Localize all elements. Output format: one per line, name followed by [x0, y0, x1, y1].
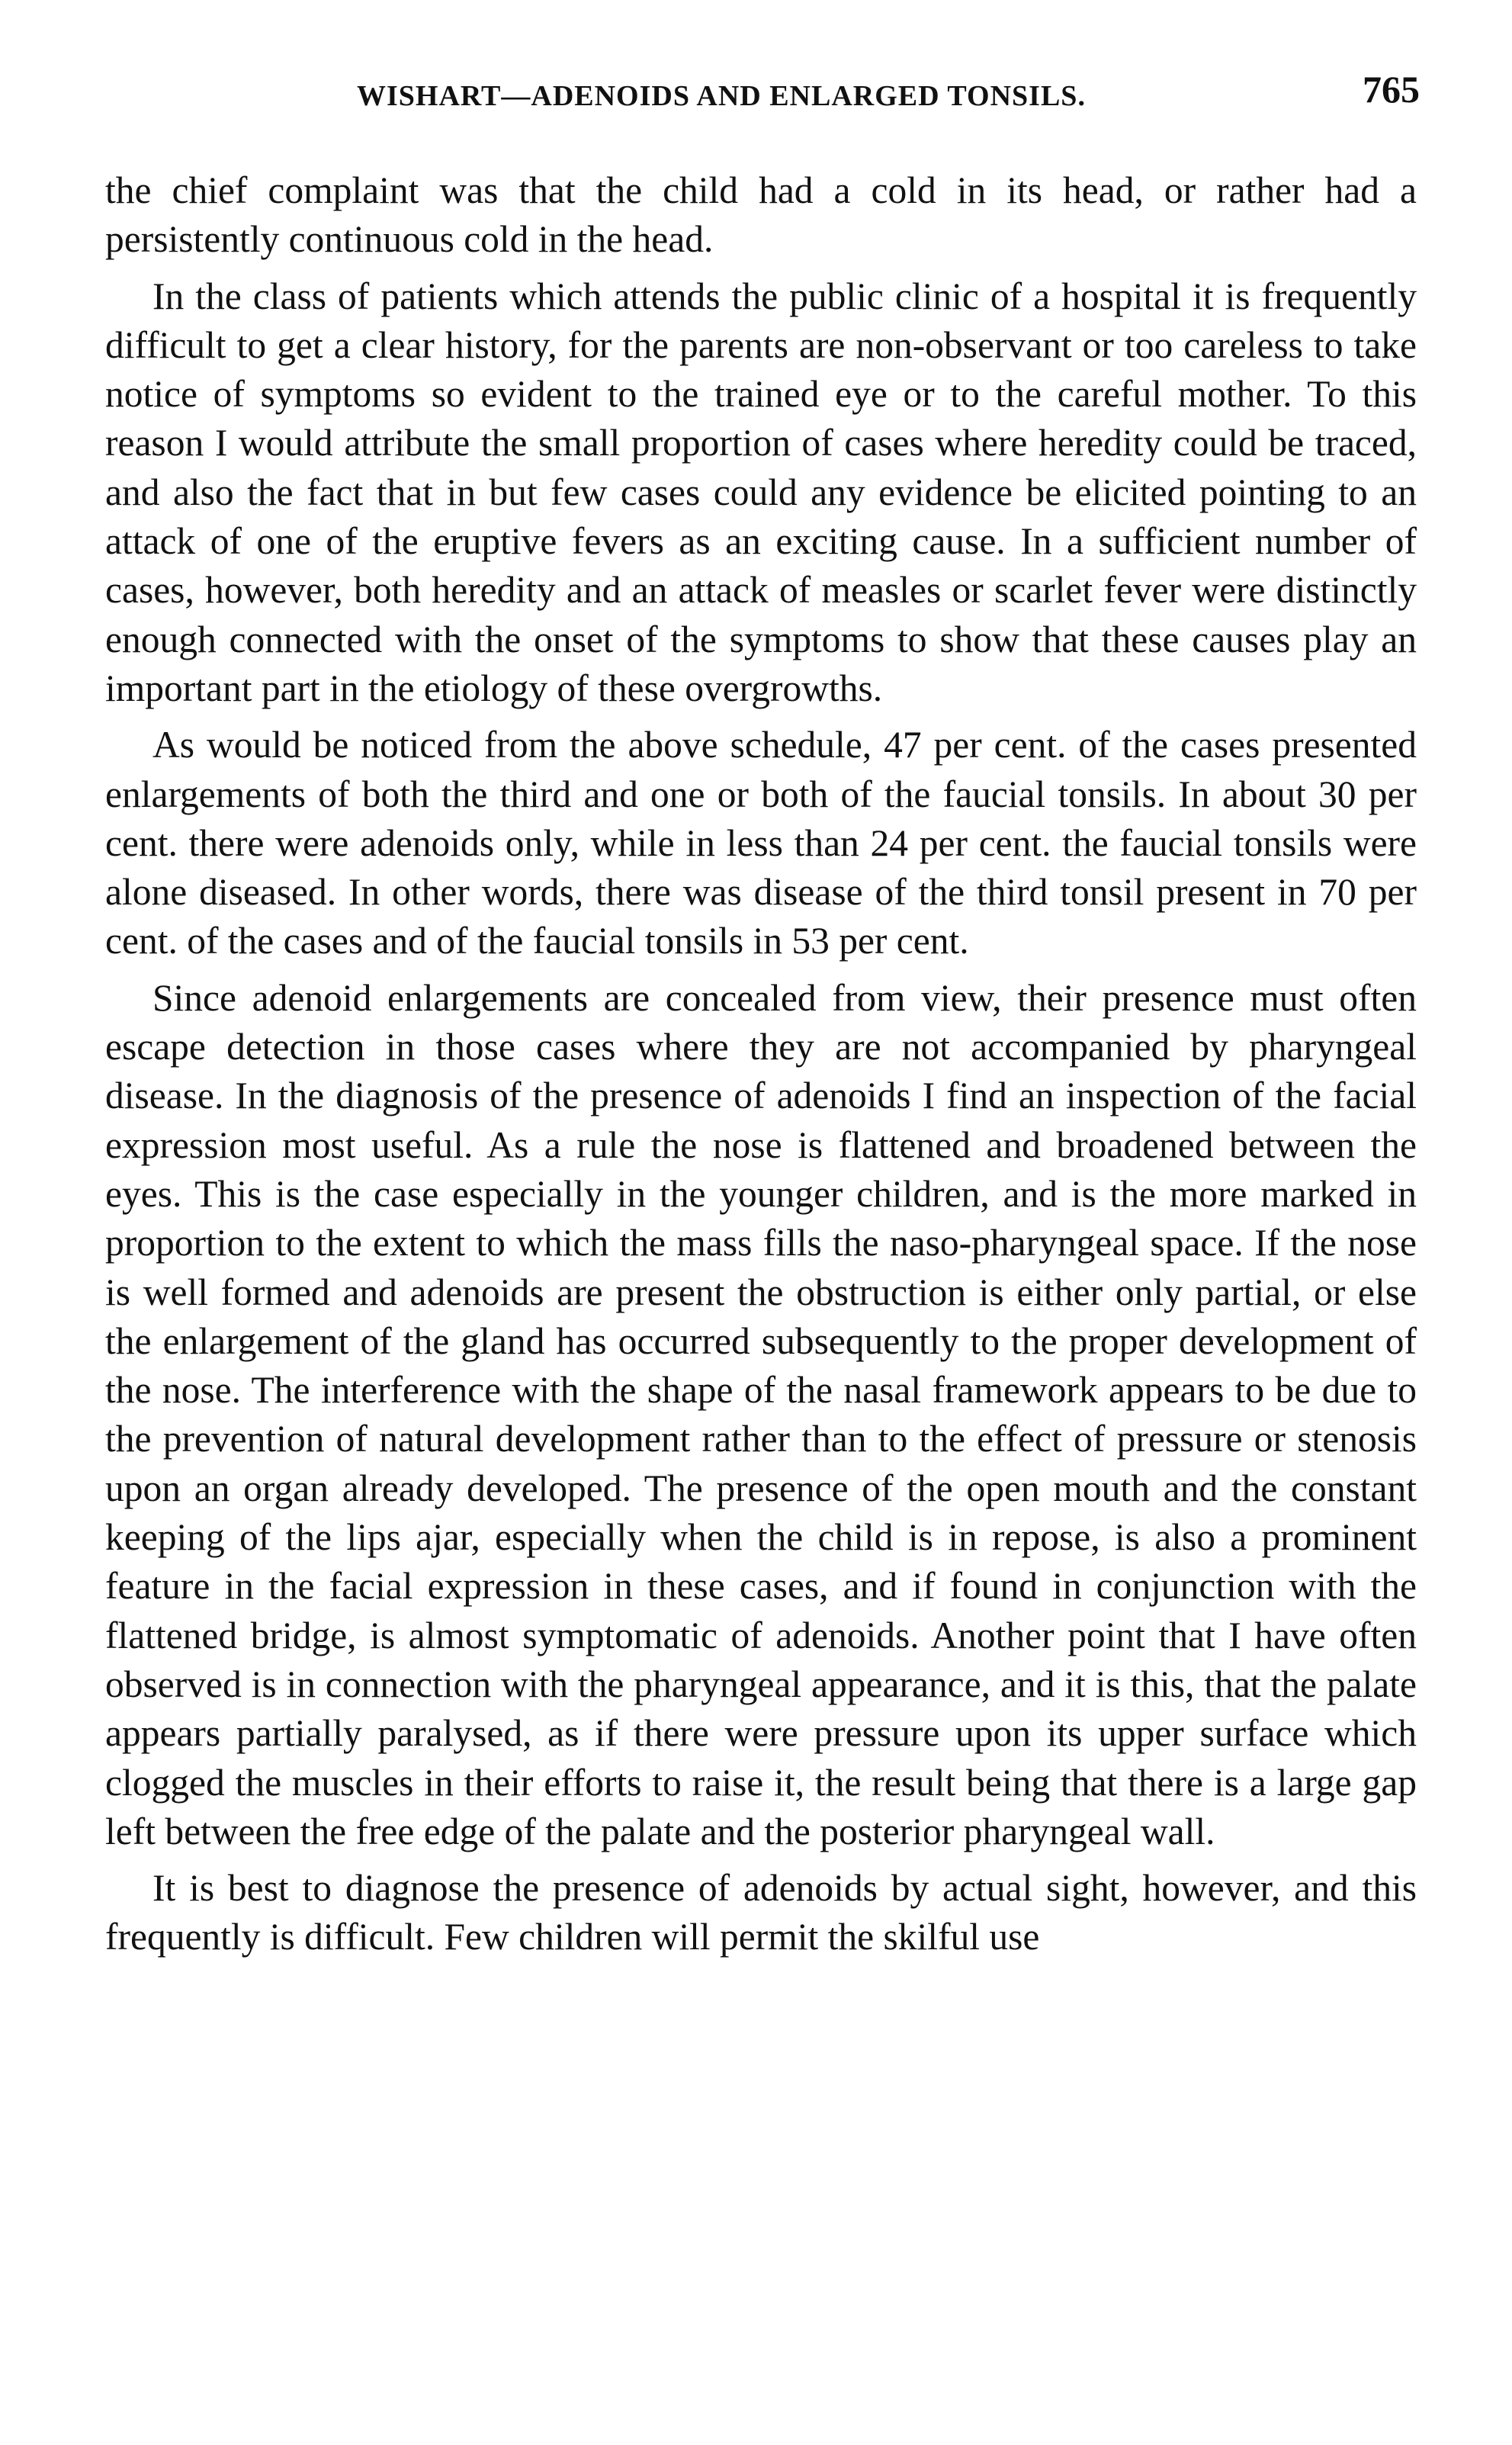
document-page — [105, 67, 1420, 1970]
body-text — [105, 166, 1417, 1962]
paragraph-diagnosis-sight: It is best to diagnose the presence of adenoids by actual sight, however, and this frequently is difficult. Few children will permit the skilful use — [105, 1867, 1417, 1958]
running-title: WISHART—ADENOIDS AND ENLARGED TONSILS. — [357, 80, 1086, 112]
running-head — [105, 67, 1420, 122]
paragraph-facial-expression: Since adenoid enlargements are concealed from view, their presence must often escape detection in those cases where they are not accompanied by pharyngeal disease. In the diagnosis of the presence of adenoids I find an inspection of the facial expression most useful. As a rule the nose is flattened and broadened between the eyes. This is the case especially in the younger children, and is the more marked in proportion to the extent to which the mass fills the naso-pharyngeal space. If the nose is well formed and adenoids are present the obstruction is either only partial, or else the enlargement of the gland has occurred subsequently to the proper development of the nose. The interference with the shape of the nasal framework appears to be due to the prevention of natural development rather than to the effect of pressure or stenosis upon an organ already developed. The presence of the open mouth and the constant keeping of the lips ajar, especially when the child is in repose, is also a prominent feature in the facial expression in these cases, and if found in conjunction with the flattened bridge, is almost symptomatic of adenoids. Another point that I have often observed is in connection with the pharyngeal appearance, and it is this, that the palate appears partially paralysed, as if there were pressure upon its upper surface which clogged the muscles in their efforts to raise it, the result being that there is a large gap left between the free edge of the palate and the posterior pharyngeal wall. — [105, 976, 1417, 1852]
paragraph-continued: the chief complaint was that the child had a cold in its head, or rather had a persistently continuous cold in the head. — [105, 169, 1417, 261]
page-number: 765 — [1363, 68, 1420, 111]
paragraph-schedule-statistics: As would be noticed from the above schedule, 47 per cent. of the cases presented enlargements of both the third and one or both of the faucial tonsils. In about 30 per cent. there were adenoids only, while in less than 24 per cent. the faucial tonsils were alone diseased. In other words, there was disease of the third tonsil present in 70 per cent. of the cases and of the faucial tonsils in 53 per cent. — [105, 724, 1417, 962]
paragraph-clinic-history: In the class of patients which attends the public clinic of a hospital it is frequently difficult to get a clear history, for the parents are non-observant or too careless to take notice of symptoms so evident to the trained eye or to the careful mother. To this reason I would attribute the small proportion of cases where heredity could be traced, and also the fact that in but few cases could any evidence be elicited pointing to an attack of one of the eruptive fevers as an exciting cause. In a sufficient number of cases, however, both heredity and an attack of measles or scarlet fever were distinctly enough connected with the onset of the symptoms to show that these causes play an important part in the etiology of these overgrowths. — [105, 275, 1417, 709]
